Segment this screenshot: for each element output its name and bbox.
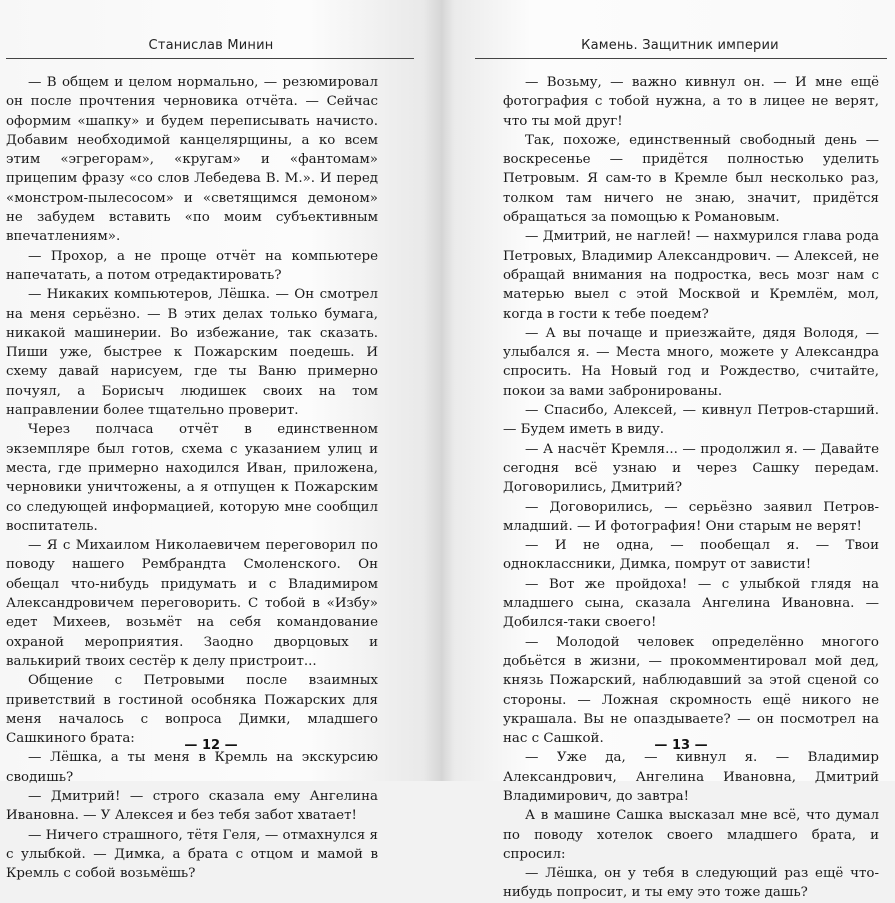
paragraph: — Лёшка, он у тебя в следующий раз ещё что-нибудь попросит, и ты ему это тоже дашь? xyxy=(503,866,879,901)
paragraph: — Никаких компьютеров, Лёшка. — Он смотрел на меня серьёзно. — В этих делах только бумага, никакой машинерии. Во избежание, так сказать. Пиши уже, быстрее к Пожарским поедешь. И схему давай нарисуем, где ты Ваню примерно почуял, а Борисыч людишек своих на том направлении более тщательно проверит. xyxy=(6,287,378,419)
paragraph: — А насчёт Кремля... — продолжил я. — Давайте сегодня всё узнаю и через Сашку передам. Договорились, Дмитрий? xyxy=(503,441,879,496)
paragraph: — Молодой человек определённо многого добьётся в жизни, — прокомментировал мой дед, князь Пожарский, наблюдавший за этой сценой со стороны. — Ложная скромность ещё никого не украшала. Вы не опаздываете? — он посмотрел на нас с Сашкой. xyxy=(503,634,879,747)
paragraph: — И не одна, — пообещал я. — Твои одноклассники, Димка, помрут от зависти! xyxy=(503,538,879,573)
paragraph: — В общем и целом нормально, — резюмировал он после прочтения черновика отчёта. — Сейчас оформим «шапку» и будем переписывать начисто. Добавим необходимой канцелярщины, а ко всем этим «эгрегорам», «кругам» и «фантомам» прицепим фразу «со слов Лебедева В. М.». И перед «монстром-пылесосом» и «светящимся демоном» не забудем вставить «по моим субъективным впечатлениям». xyxy=(6,75,378,245)
header-rule xyxy=(6,58,414,59)
right-page xyxy=(441,0,895,901)
paragraph: — Прохор, а не проще отчёт на компьютере напечатать, а потом отредактировать? xyxy=(6,248,378,283)
paragraph: — Ничего страшного, тётя Геля, — отмахнулся я с улыбкой. — Димка, а брата с отцом и мамой в Кремль с собой возьмёшь? xyxy=(6,827,378,882)
paragraph: — Вот же пройдоха! — с улыбкой глядя на младшего сына, сказала Ангелина Ивановна. — Добился-таки своего! xyxy=(503,576,879,631)
paragraph: — Лёшка, а ты меня в Кремль на экскурсию сводишь? xyxy=(6,750,378,785)
paragraph: — Возьму, — важно кивнул он. — И мне ещё фотография с тобой нужна, а то в лицее не верят, что ты мой друг! xyxy=(503,75,879,129)
paragraph: — Спасибо, Алексей, — кивнул Петров-старший. — Будем иметь в виду. xyxy=(503,403,879,438)
paragraph: Общение с Петровыми после взаимных приветствий в гостиной особняка Пожарских для меня началось с вопроса Димки, младшего Сашкиного брата: xyxy=(6,673,378,747)
header-rule xyxy=(475,58,887,59)
paragraph: — Уже да, — кивнул я. — Владимир Александрович, Ангелина Ивановна, Дмитрий Владимирович, до завтра! xyxy=(503,750,879,804)
running-head-author: Станислав Минин xyxy=(148,38,274,53)
paragraph: А в машине Сашка высказал мне всё, что думал по поводу хотелок своего младшего брата, и спросил: xyxy=(503,808,879,862)
page-number-right: — 13 — xyxy=(654,738,708,753)
paragraph: — Дмитрий! — строго сказала ему Ангелина Ивановна. — У Алексея и без тебя забот хватает! xyxy=(6,788,378,824)
paragraph: — А вы почаще и приезжайте, дядя Володя, — улыбался я. — Места много, можете у Александра спросить. На Новый год и Рождество, считайте, покои за вами забронированы. xyxy=(503,325,879,399)
left-page xyxy=(0,0,441,882)
left-page-text xyxy=(6,73,378,883)
paragraph: — Дмитрий, не наглей! — нахмурился глава рода Петровых, Владимир Александрович. — Алексей, не обращай внимания на подростка, весь мозг нам с матерью выел с этой Москвой и Кремлём, мол, когда в гости к тебе поедем? xyxy=(503,229,879,322)
paragraph: Так, похоже, единственный свободный день — воскресенье — придётся полностью уделить Петровым. Я сам-то в Кремле был несколько раз, толком там ничего не знаю, значит, придётся обращаться за помощью к Романовым. xyxy=(503,132,879,226)
page-number-left: — 12 — xyxy=(184,738,238,753)
paragraph: — Я с Михаилом Николаевичем переговорил по поводу нашего Рембрандта Смоленского. Он обещал что-нибудь придумать и с Владимиром Александровичем переговорить. С тобой в «Избу» едет Михеев, возьмёт на себя командование охраной мероприятия. Заодно дворцовых и валькирий твоих сестёр к делу пристроит... xyxy=(6,538,378,669)
paragraph: — Договорились, — серьёзно заявил Петров-младший. — И фотография! Они старым не верят! xyxy=(503,499,879,534)
running-head-title: Камень. Защитник империи xyxy=(581,38,779,53)
right-page-text xyxy=(503,73,879,903)
paragraph: Через полчаса отчёт в единственном экземпляре был готов, схема с указанием улиц и места, где примерно находился Иван, приложена, черновики уничтожены, а я отпущен к Пожарским со следующей информацией, которую мне сообщил воспитатель. xyxy=(6,422,378,534)
